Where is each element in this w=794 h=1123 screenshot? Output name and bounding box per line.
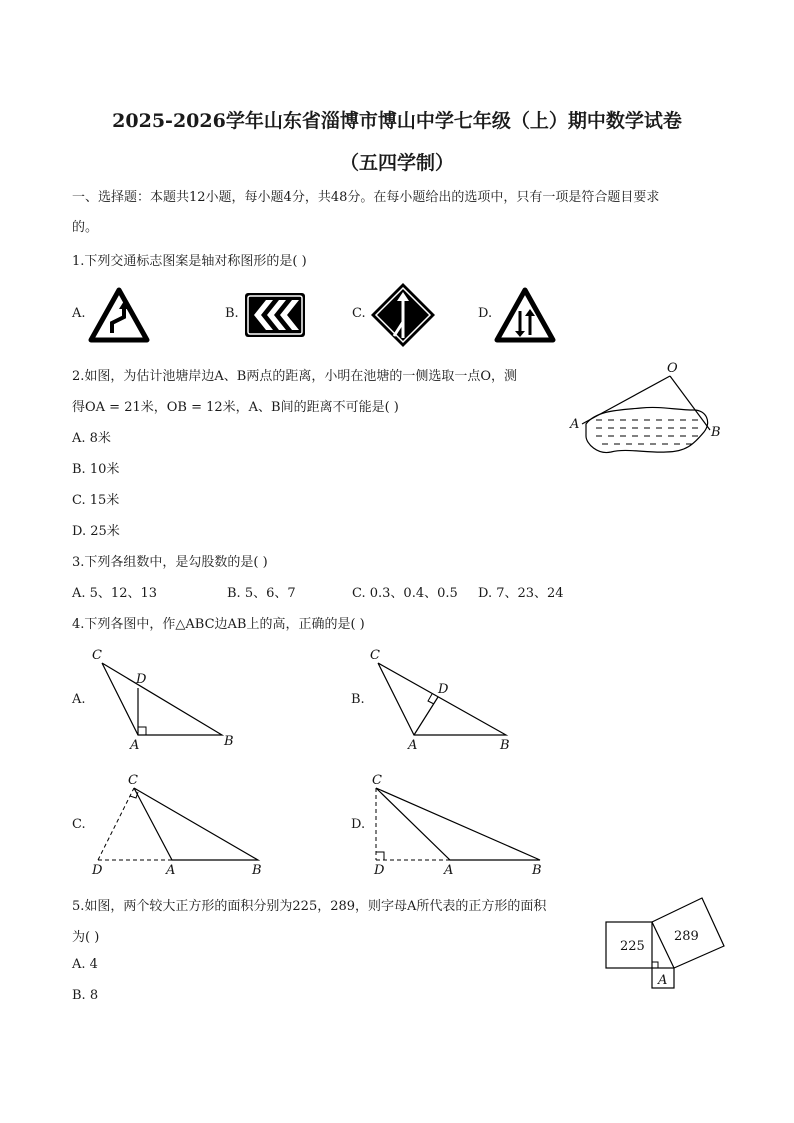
q4b-label-c: C — [370, 648, 380, 663]
q4c-label-d: D — [92, 863, 103, 878]
q4-figure-d — [366, 770, 556, 880]
q5-label-225: 225 — [620, 939, 645, 954]
q4-option-a: A. — [72, 692, 86, 707]
page-subtitle: （五四学制） — [339, 152, 454, 174]
sign-d-two-way-icon — [494, 287, 556, 343]
q4b-label-d: D — [438, 682, 449, 697]
sign-b-chevron-icon — [244, 292, 306, 338]
q4c-label-c: C — [128, 773, 138, 788]
sign-c-merge-icon — [370, 282, 436, 348]
q4-figure-b — [366, 645, 526, 755]
q4b-label-a: A — [408, 738, 418, 753]
q4d-label-d: D — [374, 863, 385, 878]
q5-squares-figure — [600, 888, 730, 998]
q3-option-d: D. 7、23、24 — [478, 586, 564, 601]
q5-option-b: B. 8 — [72, 988, 99, 1003]
q4-figure-a — [88, 645, 248, 755]
q3-option-c: C. 0.3、0.4、0.5 — [352, 586, 458, 601]
section-header-cont: 的。 — [72, 220, 99, 235]
q2-label-a: A — [570, 417, 580, 432]
q4d-label-a: A — [444, 863, 454, 878]
q5-option-a: A. 4 — [72, 957, 98, 972]
q3-option-a: A. 5、12、13 — [72, 586, 158, 601]
q4a-label-c: C — [92, 648, 102, 663]
q4d-label-c: C — [372, 773, 382, 788]
q4a-label-b: B — [224, 734, 234, 749]
q5-label-a: A — [658, 973, 668, 988]
q2-label-o: O — [667, 361, 678, 376]
q5-label-289: 289 — [674, 929, 699, 944]
q4d-label-b: B — [532, 863, 542, 878]
q3-stem: 3.下列各组数中，是勾股数的是( ) — [72, 555, 268, 570]
q4b-label-b: B — [500, 738, 510, 753]
q2-stem-line2: 得OA = 21米，OB = 12米，A、B间的距离不可能是( ) — [72, 400, 399, 415]
q5-stem-line2: 为( ) — [72, 930, 100, 945]
q2-option-c: C. 15米 — [72, 493, 120, 508]
q2-option-d: D. 25米 — [72, 524, 120, 539]
q4a-label-a: A — [130, 738, 140, 753]
q1-stem: 1.下列交通标志图案是轴对称图形的是( ) — [72, 254, 307, 269]
q4c-label-a: A — [166, 863, 176, 878]
q4-stem: 4.下列各图中，作△ABC边AB上的高，正确的是( ) — [72, 617, 365, 632]
q2-option-a: A. 8米 — [72, 431, 111, 446]
q2-label-b: B — [711, 425, 721, 440]
q1-option-b: B. — [225, 306, 239, 321]
q2-pond-figure — [566, 358, 726, 462]
q5-stem-line1: 5.如图，两个较大正方形的面积分别为225，289，则字母A所代表的正方形的面积 — [72, 899, 547, 914]
q4c-label-b: B — [252, 863, 262, 878]
sign-a-warning-icon — [88, 287, 150, 343]
q4-option-c: C. — [72, 817, 86, 832]
page-title: 2025-2026学年山东省淄博市博山中学七年级（上）期中数学试卷 — [112, 110, 682, 132]
q4a-label-d: D — [136, 672, 147, 687]
q1-option-a: A. — [72, 306, 86, 321]
q1-option-c: C. — [352, 306, 366, 321]
q2-option-b: B. 10米 — [72, 462, 120, 477]
q3-option-b: B. 5、6、7 — [227, 586, 296, 601]
q1-option-d: D. — [478, 306, 493, 321]
q2-stem-line1: 2.如图，为估计池塘岸边A、B两点的距离，小明在池塘的一侧选取一点O，测 — [72, 369, 518, 384]
q4-option-b: B. — [351, 692, 365, 707]
section-header: 一、选择题：本题共12小题，每小题4分，共48分。在每小题给出的选项中，只有一项是符合题目要求 — [72, 190, 660, 205]
q4-option-d: D. — [351, 817, 366, 832]
q4-figure-c — [88, 770, 278, 880]
